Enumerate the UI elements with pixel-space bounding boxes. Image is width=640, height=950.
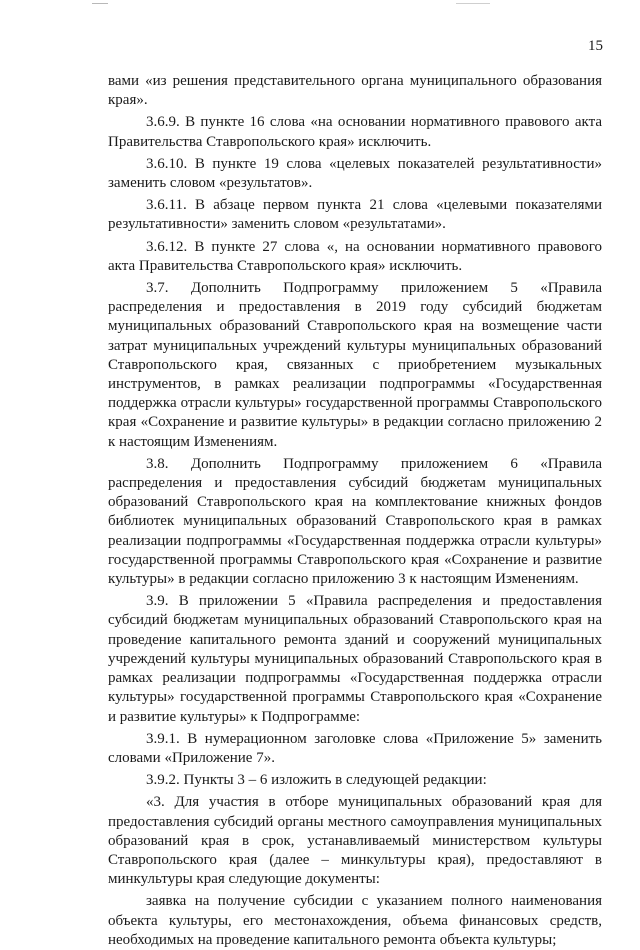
paragraph-continuation: вами «из решения представительного органа муниципального образования края». bbox=[108, 73, 602, 109]
paragraph-3-9: 3.9. В приложении 5 «Правила распределения и предоставления субсидий бюджетам муниципальных образований Ставропольского края на проведение капитального ремонта зданий и сооружений муниципальных учреждений культуры муниципальных образований Ставропольского края в рамках реализации подпрограммы «Государственная поддержка отрасли культуры» государственной программы Ставропольского края «Сохранение и развитие культуры» к Подпрограмме: bbox=[108, 593, 602, 725]
paragraph-3-7: 3.7. Дополнить Подпрограмму приложением 5 «Правила распределения и предоставления в 2019 году субсидий бюджетам муниципальных образований Ставропольского края на возмещение части затрат муниципальных учреждений культуры муниципальных образований Ставропольского края, связанных с приобретением музыкальных инструментов, в рамках реализации подпрограммы «Государственная поддержка отрасли культуры» государственной программы Ставропольского края «Сохранение и развитие культуры» в редакции согласно приложению 2 к настоящим Изменениям. bbox=[108, 280, 602, 450]
paragraph-3-6-9: 3.6.9. В пункте 16 слова «на основании нормативного правового акта Правительства Ставропольского края» исключить. bbox=[108, 114, 602, 150]
scan-artifact-line bbox=[456, 3, 490, 4]
paragraph-3-6-12: 3.6.12. В пункте 27 слова «, на основании нормативного правового акта Правительства Ставропольского края» исключить. bbox=[108, 238, 602, 274]
scan-artifact-line bbox=[92, 3, 108, 4]
document-body bbox=[108, 72, 602, 950]
page-number: 15 bbox=[588, 38, 603, 54]
paragraph-3-8: 3.8. Дополнить Подпрограмму приложением 6 «Правила распределения и предоставления субсидий бюджетам муниципальных образований Ставропольского края на комплектование книжных фондов библиотек муниципальных образований Ставропольского края в рамках реализации подпрограммы «Государственная поддержка отрасли культуры» государственной программы Ставропольского края «Сохранение и развитие культуры» в редакции согласно приложению 3 к настоящим Изменениям. bbox=[108, 455, 602, 588]
paragraph-3-9-1: 3.9.1. В нумерационном заголовке слова «Приложение 5» заменить словами «Приложение 7». bbox=[108, 730, 602, 766]
paragraph-quoted-item-3: «3. Для участия в отборе муниципальных образований края для предоставления субсидий органы местного самоуправления муниципальных образований края в срок, устанавливаемый министерством культуры Ставропольского края (далее – минкультуры края), предоставляют в минкультуры края следующие документы: bbox=[108, 794, 602, 888]
paragraph-3-9-2: 3.9.2. Пункты 3 – 6 изложить в следующей редакции: bbox=[146, 772, 487, 789]
paragraph-3-6-11: 3.6.11. В абзаце первом пункта 21 слова «целевыми показателями результативности» заменить словом «результатами». bbox=[108, 197, 602, 233]
paragraph-3-6-10: 3.6.10. В пункте 19 слова «целевых показателей результативности» заменить словом «результатов». bbox=[108, 155, 602, 192]
paragraph-application-list-item: заявка на получение субсидии с указанием полного наименования объекта культуры, его местонахождения, объема финансовых средств, необходимых на проведение капитального ремонта объекта культуры; bbox=[108, 893, 602, 948]
